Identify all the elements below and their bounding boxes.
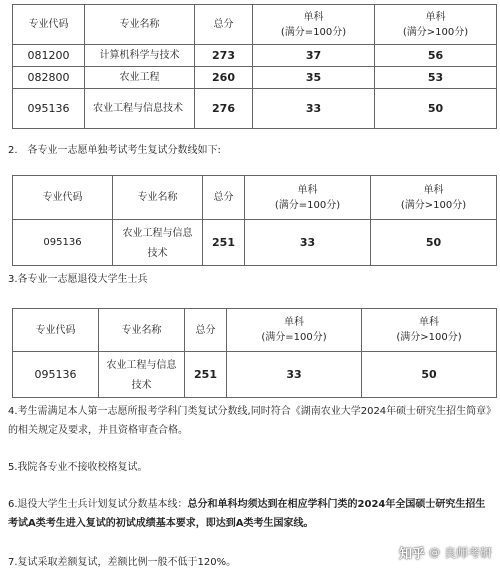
major-name-cell: 农业工程与信息 技术	[113, 220, 203, 266]
header-single-a: 单科 (满分=100分)	[253, 5, 375, 45]
table-row: 095136 农业工程与信息 技术 251 33 50	[13, 220, 497, 266]
header-single-b: 单科 (满分>100分)	[371, 176, 497, 220]
score-table-1	[12, 4, 497, 129]
header-total: 总分	[185, 309, 227, 352]
score-table-3	[12, 308, 497, 398]
header-code: 专业代码	[13, 176, 113, 220]
table-row: 095136 农业工程与信息技术 276 33 50	[13, 89, 497, 129]
header-single-a: 单科 (满分=100分)	[245, 176, 371, 220]
note-4: 4.考生需满足本人第一志愿所报考学科门类复试分数线,同时符合《湖南农业大学2024年硕士研究生招生简章》的相关规定及要求，并且资格审查合格。	[8, 406, 492, 436]
header-code: 专业代码	[13, 5, 85, 45]
section-2-heading: 2. 各专业一志愿单独考试考生复试分数线如下:	[8, 145, 221, 156]
header-code: 专业代码	[13, 309, 99, 352]
header-name: 专业名称	[99, 309, 185, 352]
table-header-row	[13, 5, 497, 45]
note-7: 7.复试采取差额复试，差额比例一般不低于120%。	[8, 557, 237, 568]
header-single-b: 单科 (满分>100分)	[362, 309, 497, 352]
section-3-heading: 3.各专业一志愿退役大学生士兵	[8, 274, 148, 285]
note-6	[8, 495, 494, 533]
table-header-row	[13, 176, 497, 220]
header-name: 专业名称	[85, 5, 195, 45]
table-row: 095136 农业工程与信息 技术 251 33 50	[13, 352, 497, 398]
table-row: 082800 农业工程 260 35 53	[13, 67, 497, 89]
header-total: 总分	[195, 5, 253, 45]
note-6-plain: 6.退役大学生士兵计划复试分数基本线：	[8, 499, 188, 510]
watermark-author: 良师考研	[443, 546, 492, 560]
header-single-a: 单科 (满分=100分)	[227, 309, 362, 352]
header-total: 总分	[203, 176, 245, 220]
header-single-b: 单科 (满分>100分)	[375, 5, 497, 45]
table-header-row	[13, 309, 497, 352]
score-table-2	[12, 175, 497, 266]
header-name: 专业名称	[113, 176, 203, 220]
zhihu-watermark: 知乎 @ 良师考研	[399, 543, 492, 562]
note-6-bold: 总分和单科均须达到在相应学科门类的2024年全国硕士研究生招生考试A类考生进入复试的初试成绩基本要求，即达到A类考生国家线。	[8, 499, 486, 529]
zhihu-logo: 知乎	[398, 547, 425, 562]
major-name-cell: 农业工程与信息 技术	[99, 352, 185, 398]
note-5: 5.我院各专业不接收校格复试。	[8, 462, 148, 473]
table-row: 081200 计算机科学与技术 273 37 56	[13, 45, 497, 67]
